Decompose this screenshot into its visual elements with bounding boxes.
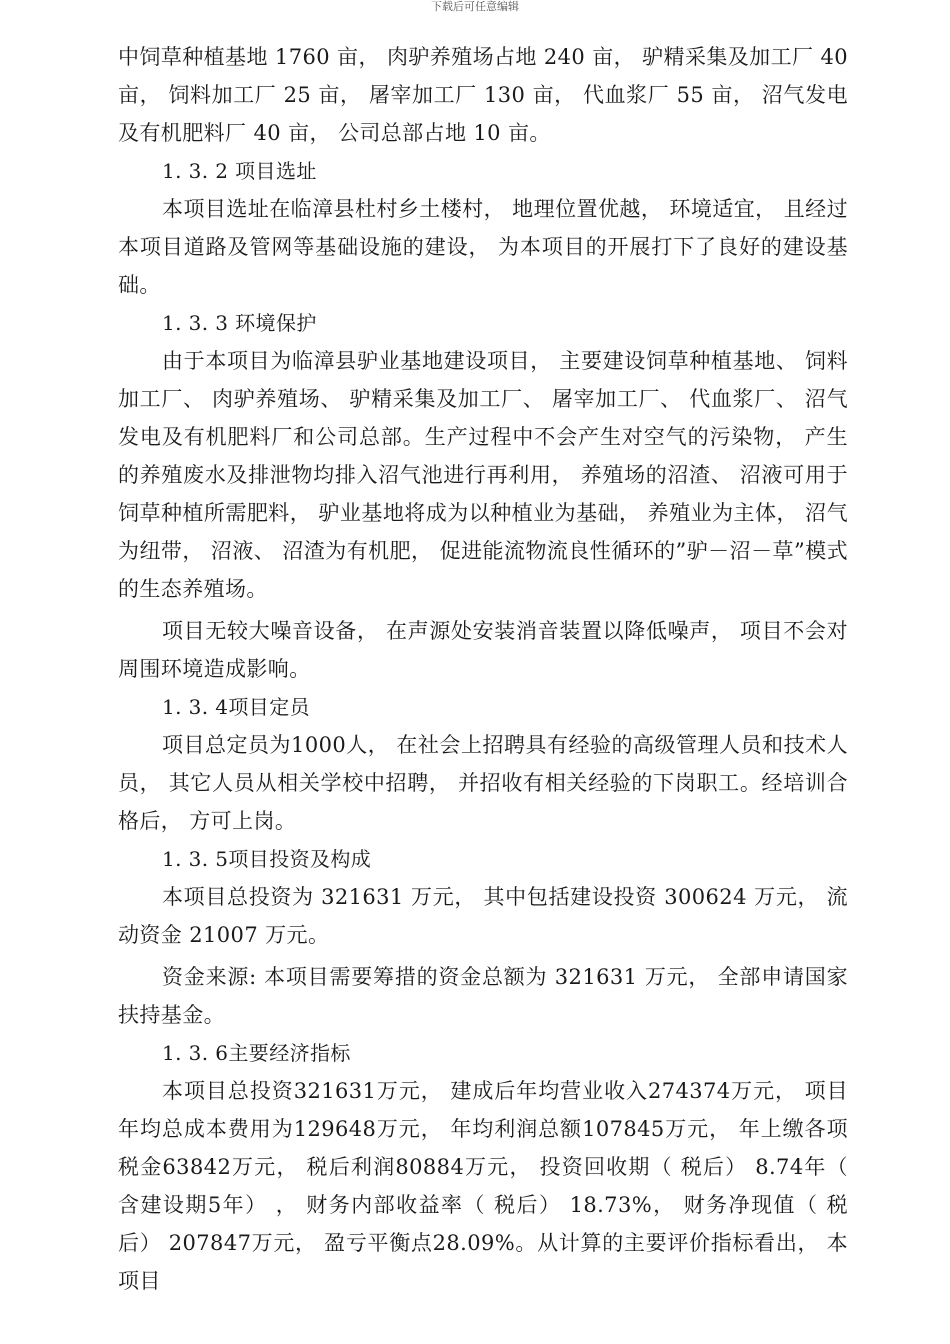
heading-investment: 1. 3. 5项目投资及构成 [162, 847, 372, 871]
heading-environment: 1. 3. 3 环境保护 [162, 311, 317, 335]
document-body [118, 38, 848, 1300]
heading-economic-indicators: 1. 3. 6主要经济指标 [162, 1041, 351, 1065]
paragraph-environment-2: 项目无较大噪音设备， 在声源处安装消音装置以降低噪声， 项目不会对周围环境造成影响。 [118, 619, 848, 681]
paragraph-economic-indicators: 本项目总投资321631万元， 建成后年均营业收入274374万元， 项目年均总成本费用为129648万元， 年均利润总额107845万元， 年上缴各项税金63842万元， 税后利润80884万元， 投资回收期（ 税后） 8.74年（ 含建设期5年） ， 财务内部收益率（ 税后） 18.73%， 财务净现值（ 税后） 207847万元， 盈亏平衡点28.09%。从计算的主要评价指标看出， 本项目 [118, 1079, 848, 1293]
paragraph-site-selection: 本项目选址在临漳县杜村乡土楼村， 地理位置优越， 环境适宜， 且经过本项目道路及管网等基础设施的建设， 为本项目的开展打下了良好的建设基础。 [118, 197, 848, 297]
paragraph-investment-2: 资金来源: 本项目需要筹措的资金总额为 321631 万元， 全部申请国家扶持基金。 [118, 965, 848, 1027]
heading-staffing: 1. 3. 4项目定员 [162, 695, 311, 719]
paragraph-investment-1: 本项目总投资为 321631 万元， 其中包括建设投资 300624 万元， 流动资金 21007 万元。 [118, 885, 848, 947]
edit-watermark: 下载后可任意编辑 [431, 0, 519, 13]
paragraph-land-use: 中饲草种植基地 1760 亩， 肉驴养殖场占地 240 亩， 驴精采集及加工厂 40 亩， 饲料加工厂 25 亩， 屠宰加工厂 130 亩， 代血浆厂 55 亩， 沼气发电及有机肥料厂 40 亩， 公司总部占地 10 亩。 [118, 45, 848, 145]
paragraph-environment-1: 由于本项目为临漳县驴业基地建设项目， 主要建设饲草种植基地、 饲料加工厂、 肉驴养殖场、 驴精采集及加工厂、 屠宰加工厂、 代血浆厂、 沼气发电及有机肥料厂和公司总部。生产过程中不会产生对空气的污染物， 产生的养殖废水及排泄物均排入沼气池进行再利用， 养殖场的沼渣、 沼液可用于饲草种植所需肥料， 驴业基地将成为以种植业为基础， 养殖业为主体， 沼气为纽带， 沼液、 沼渣为有机肥， 促进能流物流良性循环的”驴－沼－草”模式的生态养殖场。 [118, 349, 848, 601]
paragraph-staffing: 项目总定员为1000人， 在社会上招聘具有经验的高级管理人员和技术人员， 其它人员从相关学校中招聘， 并招收有相关经验的下岗职工。经培训合格后， 方可上岗。 [118, 733, 848, 833]
heading-site-selection: 1. 3. 2 项目选址 [162, 159, 317, 183]
